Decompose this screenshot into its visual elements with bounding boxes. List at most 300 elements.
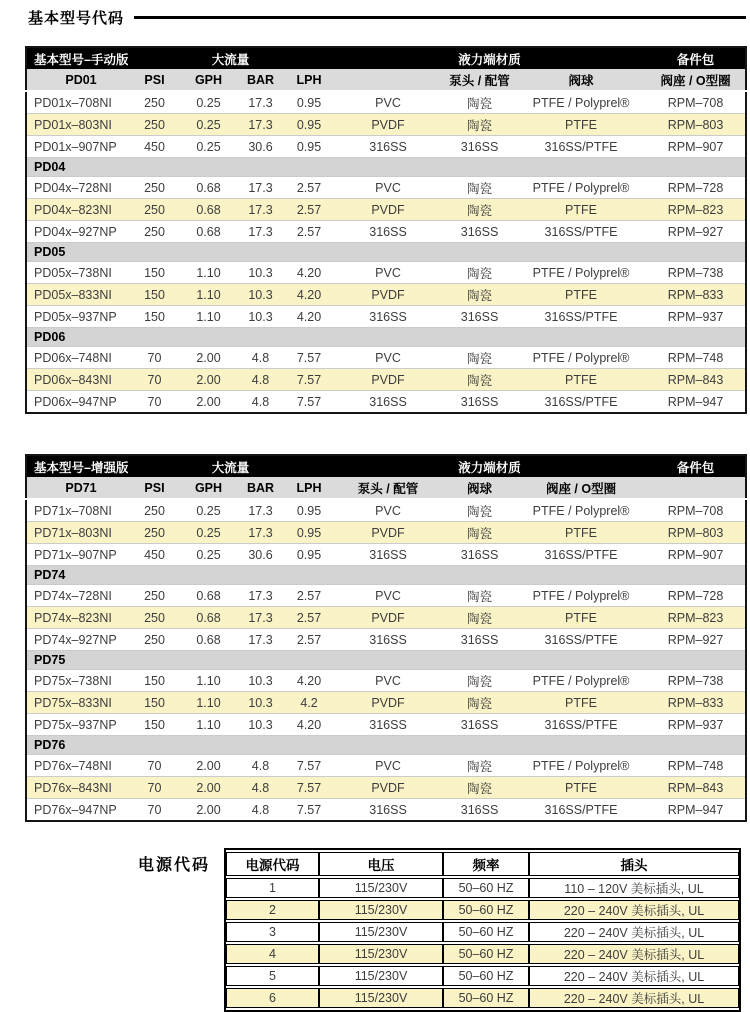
cell-psi: 250	[128, 114, 181, 136]
cell-valve-ball: 陶瓷	[443, 522, 516, 544]
cell-code: 2	[226, 900, 319, 920]
cell-pump-head: PVC	[333, 670, 443, 692]
cell-psi: 70	[128, 799, 181, 822]
cell-gph: 0.25	[181, 114, 236, 136]
cell-valve-seat: PTFE / Polyprel®	[516, 262, 646, 284]
cell-lph: 7.57	[285, 347, 333, 369]
column-header	[333, 69, 443, 91]
table-row	[26, 391, 746, 414]
power-section	[138, 848, 750, 1012]
table-row	[226, 988, 739, 1008]
cell-valve-ball: 陶瓷	[443, 262, 516, 284]
cell-plug: 220 – 240V 美标插头, UL	[529, 922, 739, 942]
cell-bar: 17.3	[236, 91, 285, 114]
cell-lph: 4.20	[285, 284, 333, 306]
cell-gph: 2.00	[181, 755, 236, 777]
cell-model: PD75x–833NI	[26, 692, 128, 714]
cell-valve-ball: 陶瓷	[443, 177, 516, 199]
cell-psi: 150	[128, 306, 181, 328]
cell-kit: RPM–907	[646, 544, 746, 566]
cell-valve-seat: 316SS/PTFE	[516, 714, 646, 736]
cell-pump-head: PVC	[333, 347, 443, 369]
cell-kit: RPM–728	[646, 585, 746, 607]
column-header: 频率	[443, 852, 529, 876]
section-row	[26, 243, 746, 262]
group-header-row	[26, 47, 746, 69]
table-row	[26, 692, 746, 714]
model-table-enhanced	[25, 454, 747, 822]
section-label: PD06	[26, 328, 746, 347]
cell-psi: 150	[128, 692, 181, 714]
cell-kit: RPM–708	[646, 499, 746, 522]
cell-psi: 250	[128, 607, 181, 629]
cell-kit: RPM–748	[646, 755, 746, 777]
cell-psi: 250	[128, 91, 181, 114]
cell-plug: 220 – 240V 美标插头, UL	[529, 900, 739, 920]
model-table-manual	[25, 46, 747, 414]
cell-bar: 10.3	[236, 692, 285, 714]
cell-pump-head: PVDF	[333, 522, 443, 544]
cell-kit: RPM–728	[646, 177, 746, 199]
table-title: 基本型号–增强版	[26, 455, 128, 477]
cell-model: PD06x–843NI	[26, 369, 128, 391]
cell-psi: 450	[128, 136, 181, 158]
cell-kit: RPM–843	[646, 777, 746, 799]
section-label: PD05	[26, 243, 746, 262]
cell-psi: 250	[128, 499, 181, 522]
cell-bar: 10.3	[236, 670, 285, 692]
cell-pump-head: PVDF	[333, 692, 443, 714]
cell-valve-ball: 陶瓷	[443, 607, 516, 629]
cell-code: 5	[226, 966, 319, 986]
cell-voltage: 115/230V	[319, 988, 443, 1008]
cell-bar: 4.8	[236, 777, 285, 799]
cell-lph: 0.95	[285, 544, 333, 566]
cell-valve-ball: 316SS	[443, 136, 516, 158]
power-table-body	[226, 878, 739, 1008]
cell-kit: RPM–947	[646, 391, 746, 414]
cell-valve-seat: PTFE	[516, 199, 646, 221]
power-header-row	[226, 852, 739, 876]
cell-bar: 17.3	[236, 177, 285, 199]
cell-code: 1	[226, 878, 319, 898]
section-row	[26, 651, 746, 670]
cell-bar: 17.3	[236, 522, 285, 544]
cell-valve-seat: PTFE / Polyprel®	[516, 585, 646, 607]
cell-bar: 17.3	[236, 221, 285, 243]
group-header-row	[26, 455, 746, 477]
column-header: 泵头 / 配管	[443, 69, 516, 91]
cell-valve-seat: PTFE / Polyprel®	[516, 670, 646, 692]
table-row	[26, 177, 746, 199]
cell-gph: 1.10	[181, 714, 236, 736]
cell-valve-seat: 316SS/PTFE	[516, 799, 646, 822]
cell-model: PD74x–823NI	[26, 607, 128, 629]
cell-valve-ball: 316SS	[443, 799, 516, 822]
cell-code: 3	[226, 922, 319, 942]
table-row	[26, 306, 746, 328]
flow-group-header: 大流量	[128, 455, 333, 477]
cell-valve-ball: 陶瓷	[443, 755, 516, 777]
cell-frequency: 50–60 HZ	[443, 988, 529, 1008]
cell-valve-seat: PTFE / Polyprel®	[516, 177, 646, 199]
cell-pump-head: PVDF	[333, 369, 443, 391]
cell-valve-ball: 316SS	[443, 391, 516, 414]
cell-psi: 250	[128, 177, 181, 199]
cell-valve-ball: 316SS	[443, 714, 516, 736]
table-row	[226, 900, 739, 920]
column-header: PD71	[26, 477, 128, 499]
cell-model: PD04x–728NI	[26, 177, 128, 199]
cell-pump-head: 316SS	[333, 221, 443, 243]
cell-bar: 4.8	[236, 799, 285, 822]
cell-gph: 1.10	[181, 262, 236, 284]
table-row	[26, 544, 746, 566]
cell-valve-seat: 316SS/PTFE	[516, 391, 646, 414]
cell-valve-seat: PTFE	[516, 607, 646, 629]
cell-bar: 10.3	[236, 262, 285, 284]
cell-kit: RPM–803	[646, 114, 746, 136]
flow-group-header: 大流量	[128, 47, 333, 69]
cell-valve-ball: 陶瓷	[443, 692, 516, 714]
cell-bar: 4.8	[236, 391, 285, 414]
cell-valve-ball: 陶瓷	[443, 369, 516, 391]
cell-psi: 250	[128, 221, 181, 243]
table-body	[26, 91, 746, 413]
column-header: 插头	[529, 852, 739, 876]
cell-valve-seat: PTFE	[516, 369, 646, 391]
table-row	[226, 966, 739, 986]
cell-valve-ball: 陶瓷	[443, 585, 516, 607]
page-header	[28, 7, 746, 27]
cell-gph: 0.68	[181, 177, 236, 199]
cell-pump-head: 316SS	[333, 306, 443, 328]
cell-lph: 7.57	[285, 799, 333, 822]
cell-kit: RPM–927	[646, 221, 746, 243]
cell-gph: 0.25	[181, 91, 236, 114]
table-row	[226, 878, 739, 898]
cell-valve-ball: 陶瓷	[443, 91, 516, 114]
cell-gph: 0.68	[181, 629, 236, 651]
cell-valve-ball: 陶瓷	[443, 777, 516, 799]
column-header: 阀球	[443, 477, 516, 499]
cell-lph: 4.20	[285, 262, 333, 284]
cell-gph: 1.10	[181, 306, 236, 328]
cell-valve-seat: PTFE	[516, 692, 646, 714]
power-table	[224, 848, 741, 1012]
cell-psi: 70	[128, 777, 181, 799]
column-header: BAR	[236, 69, 285, 91]
cell-lph: 0.95	[285, 499, 333, 522]
cell-pump-head: PVC	[333, 499, 443, 522]
table-row	[26, 114, 746, 136]
cell-bar: 17.3	[236, 114, 285, 136]
section-row	[26, 328, 746, 347]
cell-lph: 2.57	[285, 585, 333, 607]
table-row	[26, 369, 746, 391]
cell-model: PD75x–937NP	[26, 714, 128, 736]
cell-psi: 250	[128, 522, 181, 544]
cell-valve-ball: 陶瓷	[443, 114, 516, 136]
cell-kit: RPM–823	[646, 607, 746, 629]
cell-gph: 2.00	[181, 799, 236, 822]
cell-lph: 7.57	[285, 777, 333, 799]
column-header: 电压	[319, 852, 443, 876]
cell-psi: 250	[128, 199, 181, 221]
cell-kit: RPM–738	[646, 670, 746, 692]
table-row	[26, 262, 746, 284]
cell-lph: 0.95	[285, 136, 333, 158]
cell-model: PD06x–947NP	[26, 391, 128, 414]
cell-lph: 2.57	[285, 629, 333, 651]
cell-kit: RPM–843	[646, 369, 746, 391]
table-row	[26, 799, 746, 822]
column-header: PSI	[128, 477, 181, 499]
cell-psi: 150	[128, 284, 181, 306]
cell-valve-ball: 316SS	[443, 306, 516, 328]
cell-frequency: 50–60 HZ	[443, 900, 529, 920]
column-header-row	[26, 69, 746, 91]
table-row	[26, 199, 746, 221]
cell-model: PD05x–738NI	[26, 262, 128, 284]
cell-model: PD05x–937NP	[26, 306, 128, 328]
cell-frequency: 50–60 HZ	[443, 922, 529, 942]
cell-lph: 7.57	[285, 755, 333, 777]
cell-gph: 0.25	[181, 544, 236, 566]
cell-model: PD71x–803NI	[26, 522, 128, 544]
cell-plug: 220 – 240V 美标插头, UL	[529, 988, 739, 1008]
cell-valve-seat: PTFE / Polyprel®	[516, 755, 646, 777]
cell-bar: 10.3	[236, 306, 285, 328]
cell-model: PD05x–833NI	[26, 284, 128, 306]
cell-pump-head: 316SS	[333, 544, 443, 566]
cell-pump-head: PVDF	[333, 777, 443, 799]
cell-gph: 0.25	[181, 136, 236, 158]
cell-kit: RPM–823	[646, 199, 746, 221]
cell-pump-head: PVDF	[333, 114, 443, 136]
cell-pump-head: 316SS	[333, 714, 443, 736]
table-row	[226, 944, 739, 964]
cell-model: PD06x–748NI	[26, 347, 128, 369]
cell-gph: 2.00	[181, 369, 236, 391]
cell-model: PD71x–708NI	[26, 499, 128, 522]
cell-psi: 150	[128, 262, 181, 284]
column-header: 阀座 / O型圈	[646, 69, 746, 91]
column-header: GPH	[181, 69, 236, 91]
cell-model: PD76x–947NP	[26, 799, 128, 822]
section-row	[26, 158, 746, 177]
cell-lph: 0.95	[285, 114, 333, 136]
cell-bar: 17.3	[236, 199, 285, 221]
cell-valve-seat: PTFE	[516, 114, 646, 136]
section-label: PD76	[26, 736, 746, 755]
title-rule	[134, 16, 746, 19]
cell-psi: 150	[128, 714, 181, 736]
cell-lph: 0.95	[285, 91, 333, 114]
column-header: LPH	[285, 477, 333, 499]
cell-kit: RPM–748	[646, 347, 746, 369]
cell-pump-head: PVDF	[333, 284, 443, 306]
cell-pump-head: PVC	[333, 262, 443, 284]
table-row	[26, 522, 746, 544]
cell-model: PD04x–823NI	[26, 199, 128, 221]
cell-kit: RPM–937	[646, 714, 746, 736]
cell-kit: RPM–803	[646, 522, 746, 544]
cell-kit: RPM–833	[646, 284, 746, 306]
cell-psi: 450	[128, 544, 181, 566]
cell-bar: 17.3	[236, 607, 285, 629]
cell-pump-head: 316SS	[333, 391, 443, 414]
column-header-row	[26, 477, 746, 499]
cell-pump-head: PVDF	[333, 199, 443, 221]
cell-valve-ball: 陶瓷	[443, 347, 516, 369]
section-label: PD74	[26, 566, 746, 585]
cell-model: PD76x–843NI	[26, 777, 128, 799]
cell-model: PD71x–907NP	[26, 544, 128, 566]
cell-psi: 70	[128, 755, 181, 777]
cell-gph: 2.00	[181, 391, 236, 414]
cell-bar: 4.8	[236, 347, 285, 369]
column-header: 阀座 / O型圈	[516, 477, 646, 499]
cell-bar: 17.3	[236, 585, 285, 607]
cell-lph: 4.2	[285, 692, 333, 714]
cell-bar: 17.3	[236, 629, 285, 651]
section-row	[26, 566, 746, 585]
cell-valve-seat: PTFE	[516, 284, 646, 306]
cell-model: PD74x–728NI	[26, 585, 128, 607]
cell-plug: 220 – 240V 美标插头, UL	[529, 944, 739, 964]
cell-lph: 2.57	[285, 199, 333, 221]
cell-valve-seat: PTFE / Polyprel®	[516, 499, 646, 522]
cell-valve-ball: 316SS	[443, 629, 516, 651]
cell-valve-seat: PTFE / Polyprel®	[516, 347, 646, 369]
section-label: PD04	[26, 158, 746, 177]
table-row	[26, 499, 746, 522]
cell-pump-head: PVC	[333, 177, 443, 199]
cell-lph: 2.57	[285, 607, 333, 629]
cell-gph: 1.10	[181, 284, 236, 306]
cell-lph: 4.20	[285, 670, 333, 692]
cell-lph: 4.20	[285, 714, 333, 736]
cell-valve-seat: PTFE / Polyprel®	[516, 91, 646, 114]
material-group-header: 液力端材质	[333, 455, 646, 477]
kit-group-header: 备件包	[646, 47, 746, 69]
cell-voltage: 115/230V	[319, 900, 443, 920]
cell-pump-head: PVC	[333, 755, 443, 777]
column-header: BAR	[236, 477, 285, 499]
table-row	[26, 347, 746, 369]
column-header	[646, 477, 746, 499]
cell-psi: 70	[128, 369, 181, 391]
cell-frequency: 50–60 HZ	[443, 944, 529, 964]
section-row	[26, 736, 746, 755]
power-section-label: 电源代码	[138, 857, 211, 874]
cell-gph: 0.68	[181, 221, 236, 243]
table-row	[226, 922, 739, 942]
cell-psi: 250	[128, 629, 181, 651]
cell-bar: 4.8	[236, 755, 285, 777]
cell-voltage: 115/230V	[319, 878, 443, 898]
material-group-header: 液力端材质	[333, 47, 646, 69]
cell-kit: RPM–937	[646, 306, 746, 328]
cell-valve-ball: 陶瓷	[443, 284, 516, 306]
table-body	[26, 499, 746, 821]
cell-code: 6	[226, 988, 319, 1008]
cell-gph: 0.25	[181, 499, 236, 522]
table-row	[26, 284, 746, 306]
cell-pump-head: PVDF	[333, 607, 443, 629]
cell-model: PD76x–748NI	[26, 755, 128, 777]
table-row	[26, 714, 746, 736]
column-header: PSI	[128, 69, 181, 91]
cell-model: PD74x–927NP	[26, 629, 128, 651]
cell-gph: 1.10	[181, 670, 236, 692]
cell-bar: 10.3	[236, 284, 285, 306]
cell-valve-seat: 316SS/PTFE	[516, 306, 646, 328]
cell-code: 4	[226, 944, 319, 964]
cell-bar: 30.6	[236, 136, 285, 158]
table-row	[26, 755, 746, 777]
cell-valve-ball: 陶瓷	[443, 670, 516, 692]
cell-gph: 1.10	[181, 692, 236, 714]
cell-gph: 2.00	[181, 347, 236, 369]
column-header: 电源代码	[226, 852, 319, 876]
cell-gph: 0.68	[181, 585, 236, 607]
cell-valve-seat: 316SS/PTFE	[516, 629, 646, 651]
column-header: LPH	[285, 69, 333, 91]
cell-bar: 4.8	[236, 369, 285, 391]
cell-pump-head: 316SS	[333, 629, 443, 651]
cell-model: PD01x–803NI	[26, 114, 128, 136]
cell-frequency: 50–60 HZ	[443, 966, 529, 986]
cell-bar: 30.6	[236, 544, 285, 566]
cell-pump-head: 316SS	[333, 136, 443, 158]
cell-pump-head: PVC	[333, 585, 443, 607]
cell-gph: 0.68	[181, 199, 236, 221]
cell-psi: 70	[128, 391, 181, 414]
cell-psi: 250	[128, 585, 181, 607]
cell-lph: 2.57	[285, 221, 333, 243]
cell-valve-seat: 316SS/PTFE	[516, 544, 646, 566]
cell-psi: 70	[128, 347, 181, 369]
cell-lph: 7.57	[285, 369, 333, 391]
cell-lph: 7.57	[285, 391, 333, 414]
cell-valve-seat: 316SS/PTFE	[516, 221, 646, 243]
cell-lph: 2.57	[285, 177, 333, 199]
cell-voltage: 115/230V	[319, 944, 443, 964]
table-row	[26, 221, 746, 243]
cell-voltage: 115/230V	[319, 966, 443, 986]
table-title: 基本型号–手动版	[26, 47, 128, 69]
cell-kit: RPM–907	[646, 136, 746, 158]
cell-gph: 0.25	[181, 522, 236, 544]
cell-lph: 4.20	[285, 306, 333, 328]
cell-kit: RPM–738	[646, 262, 746, 284]
cell-bar: 17.3	[236, 499, 285, 522]
table-row	[26, 136, 746, 158]
table-row	[26, 777, 746, 799]
cell-valve-ball: 陶瓷	[443, 499, 516, 522]
cell-kit: RPM–927	[646, 629, 746, 651]
cell-plug: 220 – 240V 美标插头, UL	[529, 966, 739, 986]
table-row	[26, 629, 746, 651]
cell-kit: RPM–833	[646, 692, 746, 714]
table-row	[26, 670, 746, 692]
table-row	[26, 607, 746, 629]
cell-pump-head: 316SS	[333, 799, 443, 822]
cell-gph: 0.68	[181, 607, 236, 629]
cell-plug: 110 – 120V 美标插头, UL	[529, 878, 739, 898]
